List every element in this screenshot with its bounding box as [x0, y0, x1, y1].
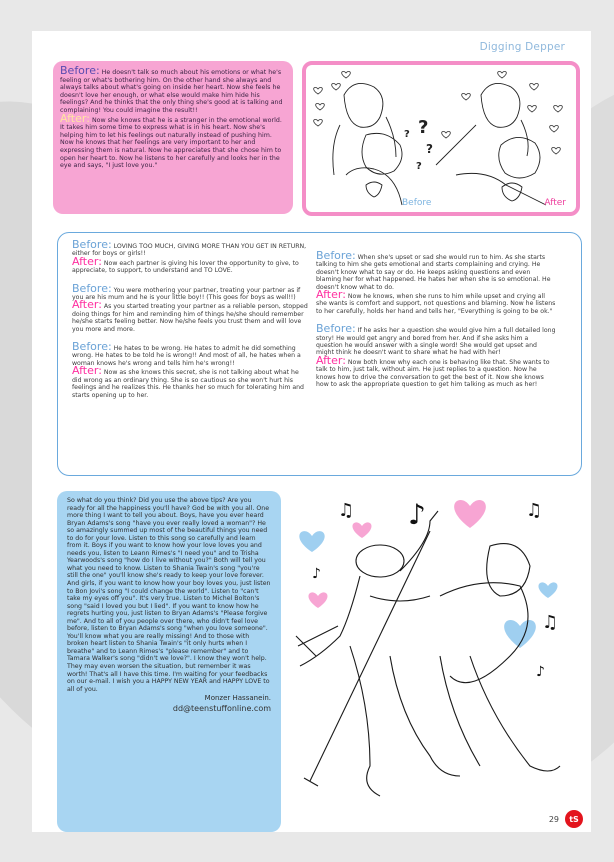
- before-label: Before:: [316, 322, 356, 336]
- magazine-logo: tS: [565, 810, 583, 828]
- svg-text:♪: ♪: [408, 498, 426, 531]
- tip-after: [72, 364, 310, 399]
- svg-text:?: ?: [404, 129, 410, 140]
- section-title: Digging Depper: [479, 41, 565, 53]
- closing-box: [57, 491, 281, 832]
- svg-text:♪: ♪: [536, 664, 545, 680]
- before-label: Before:: [72, 340, 112, 354]
- tip-after-text: As you started treating your partner as a reliable person, stopped doing things for him and reminding him of things he/she should remember he/she starts feeling better. Now he/she feels you trust them and will love you more and more.: [72, 303, 308, 333]
- top-before-after-box: [53, 61, 293, 214]
- after-label: After:: [316, 353, 346, 367]
- tip-before-text: When she's upset or sad she would run to him. As she starts talking to him she gets emotional and starts complaining and crying. He doesn't know what to say or do. He keeps asking questions and even blaming her for what happened. He hates her when she is so emotional. He doesn't know what to do.: [316, 254, 551, 291]
- before-caption: Before: [402, 198, 432, 208]
- tip-before: [316, 322, 556, 357]
- tip-after: [72, 298, 310, 333]
- svg-text:?: ?: [418, 117, 429, 138]
- tips-column-right: [316, 249, 556, 389]
- before-label: Before:: [60, 64, 100, 77]
- before-label: Before:: [72, 281, 112, 295]
- svg-text:?: ?: [426, 142, 433, 156]
- couple-drawing: [306, 65, 576, 212]
- svg-text:♫: ♫: [338, 500, 355, 521]
- svg-text:♫: ♫: [542, 612, 559, 633]
- tip-before: [72, 238, 310, 258]
- closing-text: So what do you think? Did you use the above tips? Are you ready for all the happiness you'll have? God be with you all. One more thing I want to tell you about. Boys, have you ever heard Bryan Adams's song "have you ever really loved a woman"? He so amazingly summed up most of the beautiful things you need to do for your love. Listen to this song so carefully and learn from it. Boys if you want to know how your love loves you and needs you, listen to Leann Rimes's "I need you" and to Trisha Yearwoods's song "how do I live without you?" Both will tell you what you need to know. Listen to Shania Twain's song "you're still the one" you'll know she's ready to keep your love forever. And girls, if you want to know how your boy loves you, just listen to Bon Jovi's song "I could change the world". Listen to "can't take my eyes off you". It's very true. Listen to Michel Bolton's song "said I loved you but I lied". If you want to know how he regrets hurting you, just listen to Bryan Adams's "Please forgive me". And to all of you people over there, who didn't feel love before, listen to Bryan Adams's song "when you love someone". You'll know what you are really missing! And to those with broken heart listen to Shania Twain's "it only hurts when I breathe" and to Leann Rimes's "please remember" and to Tamara Walker's song "didn't we love?". I know they won't help. They may even worsen the situation, but remember it was worth! That's all I have this time. I'm waiting for your feedbacks on our e-mail. I wish you a HAPPY NEW YEAR and HAPPY LOVE to all of you.: [67, 497, 271, 693]
- tips-box: [57, 232, 582, 476]
- after-label: After:: [72, 364, 102, 378]
- tip-after: [316, 288, 556, 315]
- after-caption: After: [544, 198, 566, 208]
- tip-after-text: Now as she knows this secret, she is not talking about what he did wrong as an ordinary thing. She is so cautious so she won't hurt his feelings and he realizes this. He thanks her so much for tolerating him and starts opening up to her.: [72, 369, 304, 399]
- tip-after-text: Now each partner is giving his lover the opportunity to give, to appreciate, to support, to understand and TO LOVE.: [72, 259, 299, 275]
- svg-text:♫: ♫: [526, 500, 543, 521]
- after-label: After:: [316, 288, 346, 302]
- contact-email[interactable]: dd@teenstuffonline.com: [172, 703, 271, 713]
- tip-before-text: You were mothering your partner, treating your partner as if you are his mum and he is your little boy!! (This goes for boys as well!!): [72, 286, 301, 302]
- tip-before-text: LOVING TOO MUCH, GIVING MORE THAN YOU GET IN RETURN, either for boys or girls!!: [72, 243, 307, 258]
- tip-before-text: He hates to be wrong. He hates to admit he did something wrong. He hates to be told he is wrong!! And most of all, he hates when a woman knows he's wrong and tells him he's wrong!!: [72, 345, 301, 367]
- before-label: Before:: [316, 249, 356, 262]
- after-text: Now she knows that he is a stranger in the emotional world. It takes him some time to express what is in his heart. Now she's helping him to let his feelings out naturally instead of pushing him. Now he knows that her feelings are very important to her and expressing them is natural. Now he appreciates that she chose him to open her heart to. Now he listens to her carefully and looks her in the eye and says, "I just love you.": [60, 116, 282, 170]
- before-after-illustration: [302, 61, 580, 216]
- question-marks: [404, 117, 433, 172]
- before-text: He doesn't talk so much about his emotions or what he's feeling or what's bothering him. On the other hand she always and always talks about what's going on inside her heart. Now she feels he doesn't love her enough, or what else would make him hide his feelings? And he thinks that the only thing she's good at is talking and complaining! You could imagine the result!!: [60, 69, 283, 114]
- tip-before: [72, 281, 310, 302]
- tip-after-text: Now he knows, when she runs to him while upset and crying all she wants is comfort and support, not questions and blaming. Now he listens to her carefully, holds her hand and tells her, "Everything is going to be ok.": [316, 293, 556, 315]
- tips-column-left: [72, 238, 310, 399]
- svg-text:♪: ♪: [312, 566, 321, 582]
- tip-before-text: If he asks her a question she would give him a full detailed long story! He would get angry and bored from her. And if she asks him a question he would answer with a single word! She would get upset and might think he doesn't want to share what he had with her!: [316, 327, 556, 357]
- tip-after: [316, 353, 556, 389]
- hearts: [299, 500, 557, 648]
- tip-after-text: Now both know why each one is behaving like that. She wants to talk to him, just talk, without aim. He just replies to a question. Now he knows how to drive the conversation to get the best of it. Now she knows how to ask the appropriate question to get him talking as much as her!: [316, 358, 550, 389]
- svg-text:?: ?: [416, 161, 422, 172]
- after-paragraph: [60, 111, 286, 170]
- before-label: Before:: [72, 238, 112, 251]
- after-label: After:: [72, 254, 102, 268]
- author-signature: Monzer Hassanein.: [204, 694, 271, 703]
- tip-after: [72, 254, 310, 275]
- dancing-couple: [296, 511, 560, 796]
- singers-illustration: [290, 486, 588, 816]
- before-paragraph: [60, 64, 286, 115]
- magazine-page: [32, 31, 591, 832]
- tip-before: [316, 249, 556, 291]
- small-hearts: [314, 71, 563, 154]
- page-number: 29: [548, 815, 559, 824]
- after-label: After:: [60, 111, 90, 125]
- tip-before: [72, 340, 310, 367]
- after-label: After:: [72, 298, 102, 312]
